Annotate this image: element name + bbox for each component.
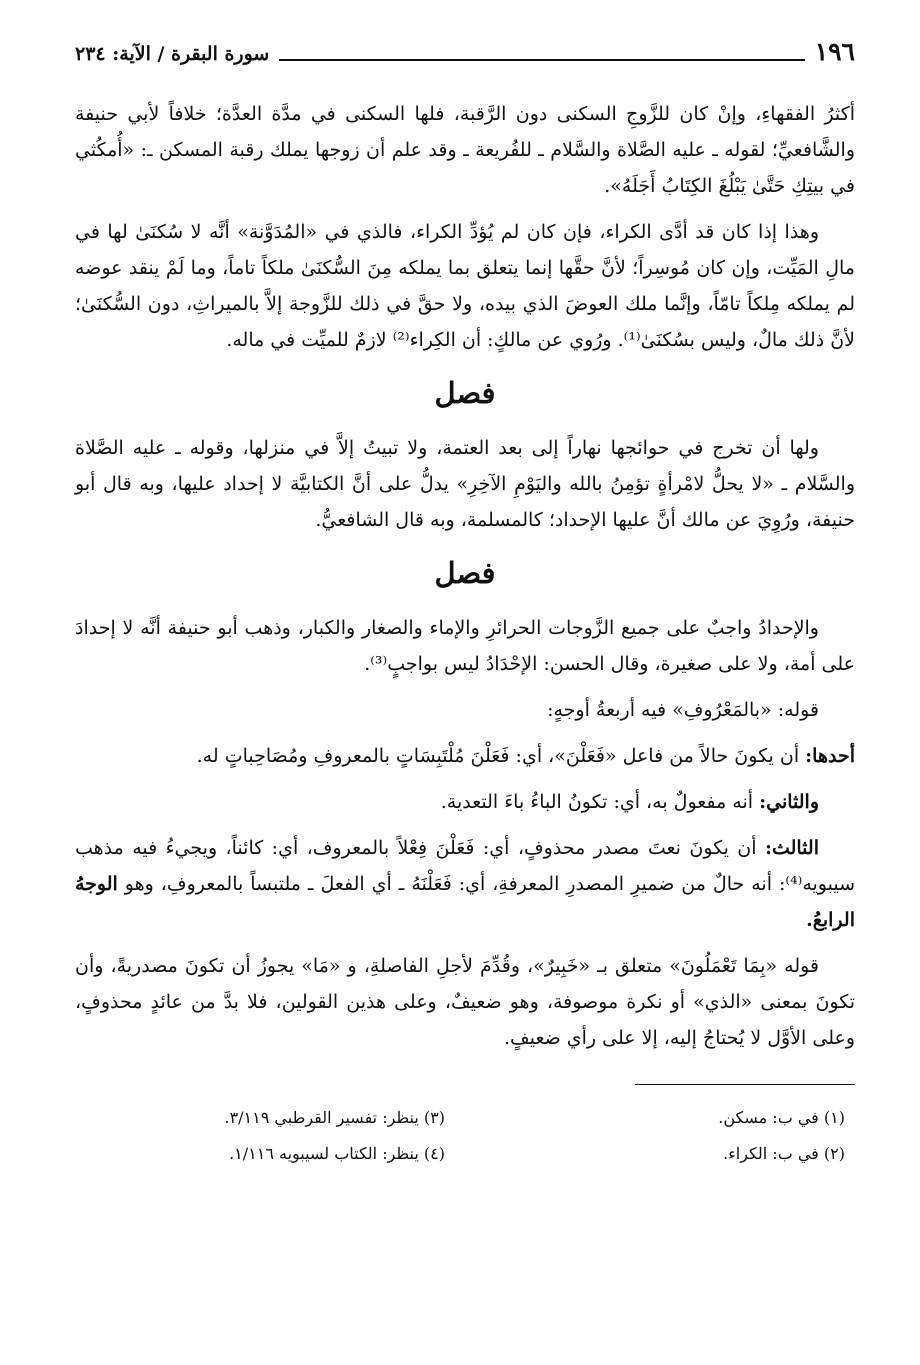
aspect-3-text: أن يكونَ نعتَ مصدر محذوفٍ، أي: فَعَلْنَ فِعْلاً بالمعروف، أي: كائناً، ويجيءُ فيه مذهب سيبويه⁽⁴⁾: أنه حالٌ من ضميرِ المصدرِ المعرفةِ، أي: فَعَلْنَهُ ـ أي الفعلَ ـ ملتبساً بالمعروفِ، وهو xyxy=(75,837,855,895)
section-heading-1: فصل xyxy=(434,376,496,410)
aspect-4-label: الوجهُ الرابعُ. xyxy=(75,873,855,931)
body-text xyxy=(75,96,855,1056)
page-number: ١٩٦ xyxy=(814,37,855,66)
paragraph-8 xyxy=(75,830,855,938)
book-page xyxy=(75,32,855,1169)
aspect-3-label: الثالث: xyxy=(764,837,819,859)
aspect-1-text: أن يكونَ حالاً من فاعل «فَعَلْنَ»، أي: فَعَلْنَ مُلْتَبِسَاتٍ بالمعروفِ ومُصَاحِباتٍ له. xyxy=(196,745,806,767)
paragraph-7 xyxy=(75,784,855,820)
aspect-2-text: أنه مفعولٌ به، أي: تكونُ الباءُ باءَ التعدية. xyxy=(440,791,760,813)
paragraph-1: أكثرُ الفقهاءِ، وإنْ كان للزَّوجِ السكنى دون الرَّقبة، فلها السكنى في مدَّة العدَّة؛ خلافاً لأبي حنيفة والشَّافعيِّ؛ لقوله ـ عليه الصَّلاة والسَّلام ـ للفُريعة ـ وقد علم أن زوجها يملك رقبة المسكن ـ: «أُمكُثي في بيتِكِ حَتَّىٰ يَبْلُغَ الكِتَابُ أَجَلَهُ». xyxy=(75,103,855,197)
paragraph-9: قوله «بِمَا تَعْمَلُونَ» متعلق بـ «خَبِيرٌ»، وقُدِّمَ لأجلِ الفاصلةِ، و «مَا» يجوزُ أن تكونَ مصدريةً، وأن تكونَ بمعنى «الذي» أو نكرة موصوفة، وهو ضعيفٌ، وعلى هذين القولين، فلا بدَّ من عائدٍ محذوفٍ، وعلى الأوَّل لا يُحتاجُ إليه، إلا على رأي ضعيفٍ. xyxy=(75,955,855,1049)
surah-verse-label: سورة البقرة / الآية: ٢٣٤ xyxy=(75,43,270,65)
running-header xyxy=(75,32,855,66)
section-heading-2: فصل xyxy=(434,556,496,590)
footnote-1: (١) في ب: مسكن. xyxy=(718,1108,845,1127)
aspect-2-label: والثاني: xyxy=(759,791,819,813)
footnote-3: (٣) ينظر: تفسير القرطبي ٣/١١٩. xyxy=(224,1108,445,1127)
footnotes xyxy=(75,1103,855,1169)
paragraph-3: ولها أن تخرج في حوائجها نهاراً إلى بعد العتمة، ولا تبيتُ إلاَّ في منزلها، وقوله ـ عليه الصَّلاة والسَّلام ـ «لا يحلُّ لامْرأةٍ تؤمِنُ بالله واليَوْمِ الآخِرِ» يدلُّ على أنَّ الكتابيَّة لا إحداد عليها، وبه قال أبو حنيفة، ورُوِيَ عن مالك أنَّ عليها الإحداد؛ كالمسلمة، وبه قال الشافعيُّ. xyxy=(75,437,855,531)
footnote-rule xyxy=(635,1084,855,1085)
footnote-2: (٢) في ب: الكراء. xyxy=(723,1144,845,1163)
aspect-1-label: أحدها: xyxy=(805,745,855,767)
paragraph-2: وهذا إذا كان قد أدَّى الكراء، فإن كان لم يُؤدِّ الكراء، فالذي في «المُدَوَّنة» أنَّه لا سُكنَىٰ لها في مالِ المَيِّت، وإن كان مُوسِراً؛ لأنَّ حقَّها إنما يتعلق بما يملكه مِنَ السُّكنَىٰ ملكاً تاماً، وما لَمْ ينقد عوضه لم يملكه مِلكاً تامّاً، وإنَّما ملك العوضَ الذي بيده، ولا حقَّ في ذلك للزَّوجة إلاَّ بالميراثِ، دون السُّكنَىٰ؛ لأنَّ ذلك مالٌ، وليس بسُكنَىٰ⁽¹⁾. ورُوي عن مالكٍ: أن الكِراء⁽²⁾ لازمٌ للميِّت في ماله. xyxy=(75,221,855,351)
paragraph-4: والإحدادُ واجبٌ على جميع الزَّوجات الحرائرِ والإماء والصغار والكبار، وذهب أبو حنيفة أنَّه لا إحدادَ على أمة، ولا على صغيرة، وقال الحسن: الإحْدَادُ ليس بواجبٍ⁽³⁾. xyxy=(75,617,855,675)
paragraph-5: قوله: «بالمَعْرُوفِ» فيه أربعةُ أوجهٍ: xyxy=(547,699,819,721)
footnote-4: (٤) ينظر: الكتاب لسيبويه ١/١١٦. xyxy=(229,1144,445,1163)
paragraph-6 xyxy=(75,738,855,774)
header-rule xyxy=(279,59,804,61)
